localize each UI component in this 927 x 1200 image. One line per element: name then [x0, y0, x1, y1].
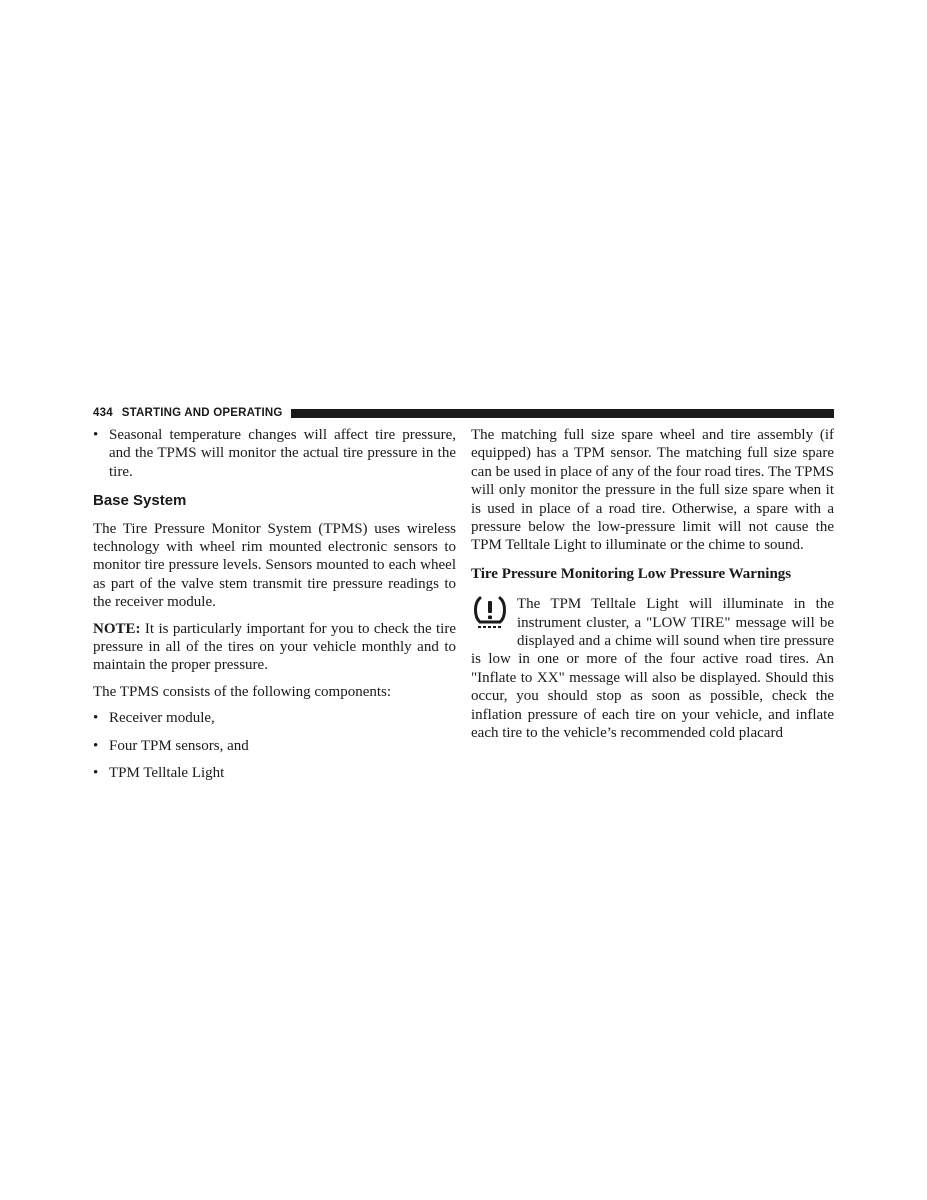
note-text: It is particularly important for you to check the tire pressure in all of the tires on your vehicle monthly and to maintain the proper pressure. [93, 620, 456, 674]
components-intro: The TPMS consists of the following components: [93, 683, 392, 700]
section-title: STARTING AND OPERATING [121, 407, 283, 419]
tire-pressure-warning-icon [471, 595, 509, 631]
tpm-warning-text: The TPM Telltale Light will illuminate in the instrument cluster, a "LOW TIRE" message will be displayed and a chime will sound when tire pressure is low in one or more of the four active road tires. An "Inflate to XX" message will also be displayed. Should this occur, you should stop as soon as possible, check the inflation pressure of each tire on your vehicle, and inflate each tire to the vehicle’s recommended cold placard [471, 596, 834, 742]
right-column [471, 426, 834, 743]
note-label: NOTE: [93, 620, 141, 637]
bullet-dot: • [93, 737, 99, 754]
list-item-text: TPM Telltale Light [109, 765, 225, 782]
low-pressure-warnings-heading: Tire Pressure Monitoring Low Pressure Warnings [471, 565, 792, 582]
bullet-dot: • [93, 765, 99, 782]
note-paragraph [93, 620, 456, 675]
list-item-seasonal [93, 426, 456, 481]
base-system-heading: Base System [93, 492, 187, 510]
bullet-dot: • [93, 710, 99, 727]
spare-tire-paragraph: The matching full size spare wheel and tire assembly (if equipped) has a TPM sensor. The matching full size spare can be used in place of any of the four road tires. The TPMS will only monitor the pressure in the full size spare when it is used in place of a road tire. Otherwise, a spare with a pressure below the low-pressure limit will not cause the TPM Telltale Light to illuminate or the chime to sound. [471, 427, 834, 554]
left-column [93, 426, 456, 792]
list-item-receiver [93, 709, 456, 727]
tpms-description-paragraph: The Tire Pressure Monitor System (TPMS) uses wireless technology with wheel rim mounted electronic sensors to monitor tire pressure levels. Sensors mounted to each wheel as part of the valve stem transmit tire pressure readings to the receiver module. [93, 520, 456, 611]
tpm-warning-block [471, 595, 834, 742]
list-item-text: Seasonal temperature changes will affect tire pressure, and the TPMS will monitor the actual tire pressure in the tire. [109, 427, 456, 480]
page-header [93, 404, 834, 422]
header-rule [291, 409, 834, 418]
list-item-telltale [93, 764, 456, 782]
list-item-text: Four TPM sensors, and [109, 737, 249, 754]
bullet-dot: • [93, 427, 99, 443]
page-number: 434 [93, 407, 113, 419]
list-item-sensors [93, 737, 456, 755]
list-item-text: Receiver module, [109, 710, 215, 727]
